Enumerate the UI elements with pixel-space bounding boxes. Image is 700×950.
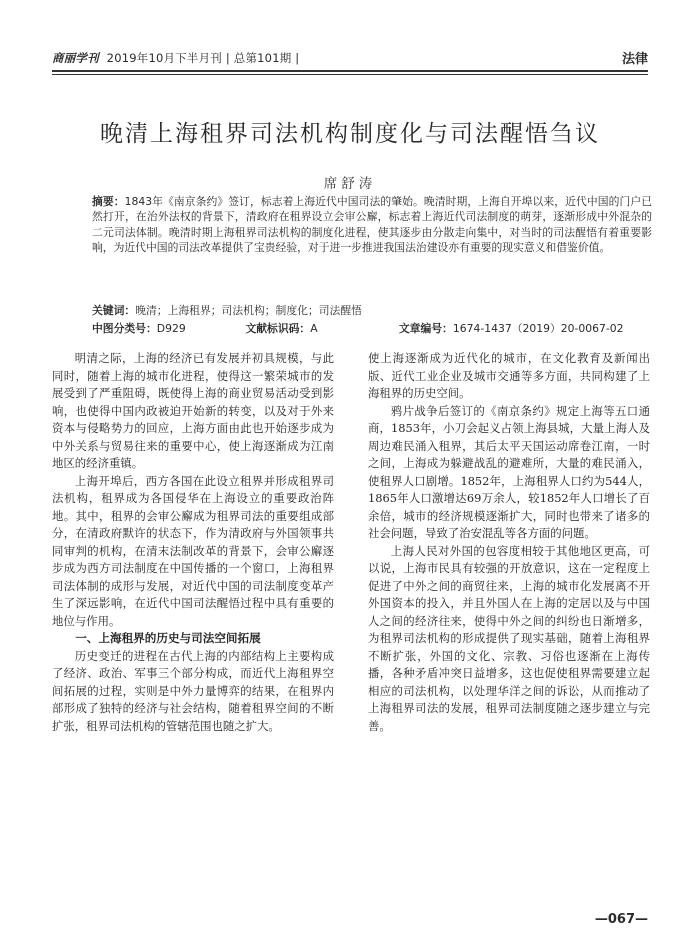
issue-info: 2019年10月下半月刊 | 总第101期 | [106, 51, 300, 65]
classification-line [92, 321, 652, 336]
header-rule-thin [52, 74, 648, 75]
paragraph: 鸦片战争后签订的《南京条约》规定上海等五口通商，1853年，小刀会起义占领上海县城，大量上海人及周边难民涌入租界，其后太平天国运动席卷江南，一时之间，上海成为躲避战乱的避难所，大量的难民涌入，使租界人口剧增。1852年，上海租界人口约为544人，1865年人口激增达69万余人，较1852年人口增长了百余倍，城市的经济规模逐渐扩大，同时也带来了诸多的社会问题，导致了治安混乱等各方面的问题。 [368, 403, 650, 540]
body-column-right [368, 350, 650, 905]
body-column-left [52, 350, 334, 905]
journal-name: 商丽学刊 [52, 51, 99, 65]
article-title: 晚清上海租界司法机构制度化与司法醒悟刍议 [100, 121, 600, 147]
document-code: 文献标识码：A [245, 322, 318, 335]
header-rule [52, 70, 648, 72]
paragraph: 上海人民对外国的包容度相较于其他地区更高，可以说，上海市民具有较强的开放意识，这在一定程度上促进了中外之间的商贸往来，上海的城市化发展离不开外国资本的投入，并且外国人在上海的定居以及与中国人之间的经济往来，使得中外之间的纠纷也日渐增多，为租界司法机构的形成提供了现实基础，随着上海租界不断扩张，外国的文化、宗教、习俗也逐渐在上海传播，各种矛盾冲突日益增多，这也促使租界需要建立起相应的司法机构，以处理华洋之间的诉讼，从而推动了上海租界司法的发展，租界司法制度随之逐步建立与完善。 [368, 543, 650, 733]
page-number: —067— [594, 912, 648, 927]
paragraph: 使上海逐渐成为近代化的城市，在文化教育及新闻出版、近代工业企业及城市交通等多方面，共同构建了上海租界的历史空间。 [368, 351, 650, 400]
keywords-label: 关键词： [92, 304, 136, 317]
abstract-label: 摘要： [92, 195, 125, 208]
keywords [92, 303, 652, 318]
paragraph: 历史变迁的进程在古代上海的内部结构上主要构成了经济、政治、军事三个部分构成，而近代上海租界空间拓展的过程，实则是中外力量博弈的结果，在租界内部形成了独特的经济与社会结构，随着租界空间的不断扩张，租界司法机构的管辖范围也随之扩大。 [52, 648, 334, 733]
abstract-text: 1843年《南京条约》签订，标志着上海近代中国司法的肇始。晚清时期，上海自开埠以来，近代中国的门户已然打开，在治外法权的背景下，清政府在租界设立会审公廨，标志着上海近代司法制度的萌芽，逐渐形成中外混杂的二元司法体制。晚清时期上海租界司法机构的制度化进程，使其逐步由分散走向集中，对当时的司法醒悟有着重要影响，为近代中国的司法改革提供了宝贵经验，对于进一步推进我国法治建设亦有重要的现实意义和借鉴价值。 [92, 195, 652, 255]
running-header [52, 50, 299, 66]
section-label: 法律 [621, 52, 648, 67]
keywords-text: 晚清；上海租界；司法机构；制度化；司法醒悟 [135, 304, 362, 317]
article-author: 席舒涛 [323, 176, 377, 192]
section-heading: 一、上海租界的历史与司法空间拓展 [75, 631, 261, 645]
class-number: 中图分类号：D929 [92, 322, 186, 335]
abstract [92, 194, 652, 256]
article-number: 文章编号：1674-1437（2019）20-0067-02 [398, 322, 624, 335]
paragraph: 上海开埠后，西方各国在此设立租界并形成租界司法机构，租界成为各国侵华在上海设立的重要政治阵地。其中，租界的会审公廨成为租界司法的重要组成部分，在清政府默许的状态下，作为清政府与外国领事共同审判的机构，在清末法制改革的背景下，会审公廨逐步成为西方司法制度在中国传播的一个窗口，上海租界司法体制的成形与发展，对近代中国的司法制度变革产生了深远影响，在近代中国司法醒悟过程中具有重要的地位与作用。 [52, 473, 334, 628]
paragraph: 明清之际，上海的经济已有发展并初具规模，与此同时，随着上海的城市化进程，使得这一繁荣城市的发展受到了严重阻碍，既使得上海的商业贸易活动受到影响，也使得中国内政被迫开始新的转变，以及对于外来资本与侵略势力的回应，上海方面由此也开始逐步成为中外关系与贸易往来的重要中心，使上海逐渐成为江南地区的经济重镇。 [52, 351, 334, 470]
